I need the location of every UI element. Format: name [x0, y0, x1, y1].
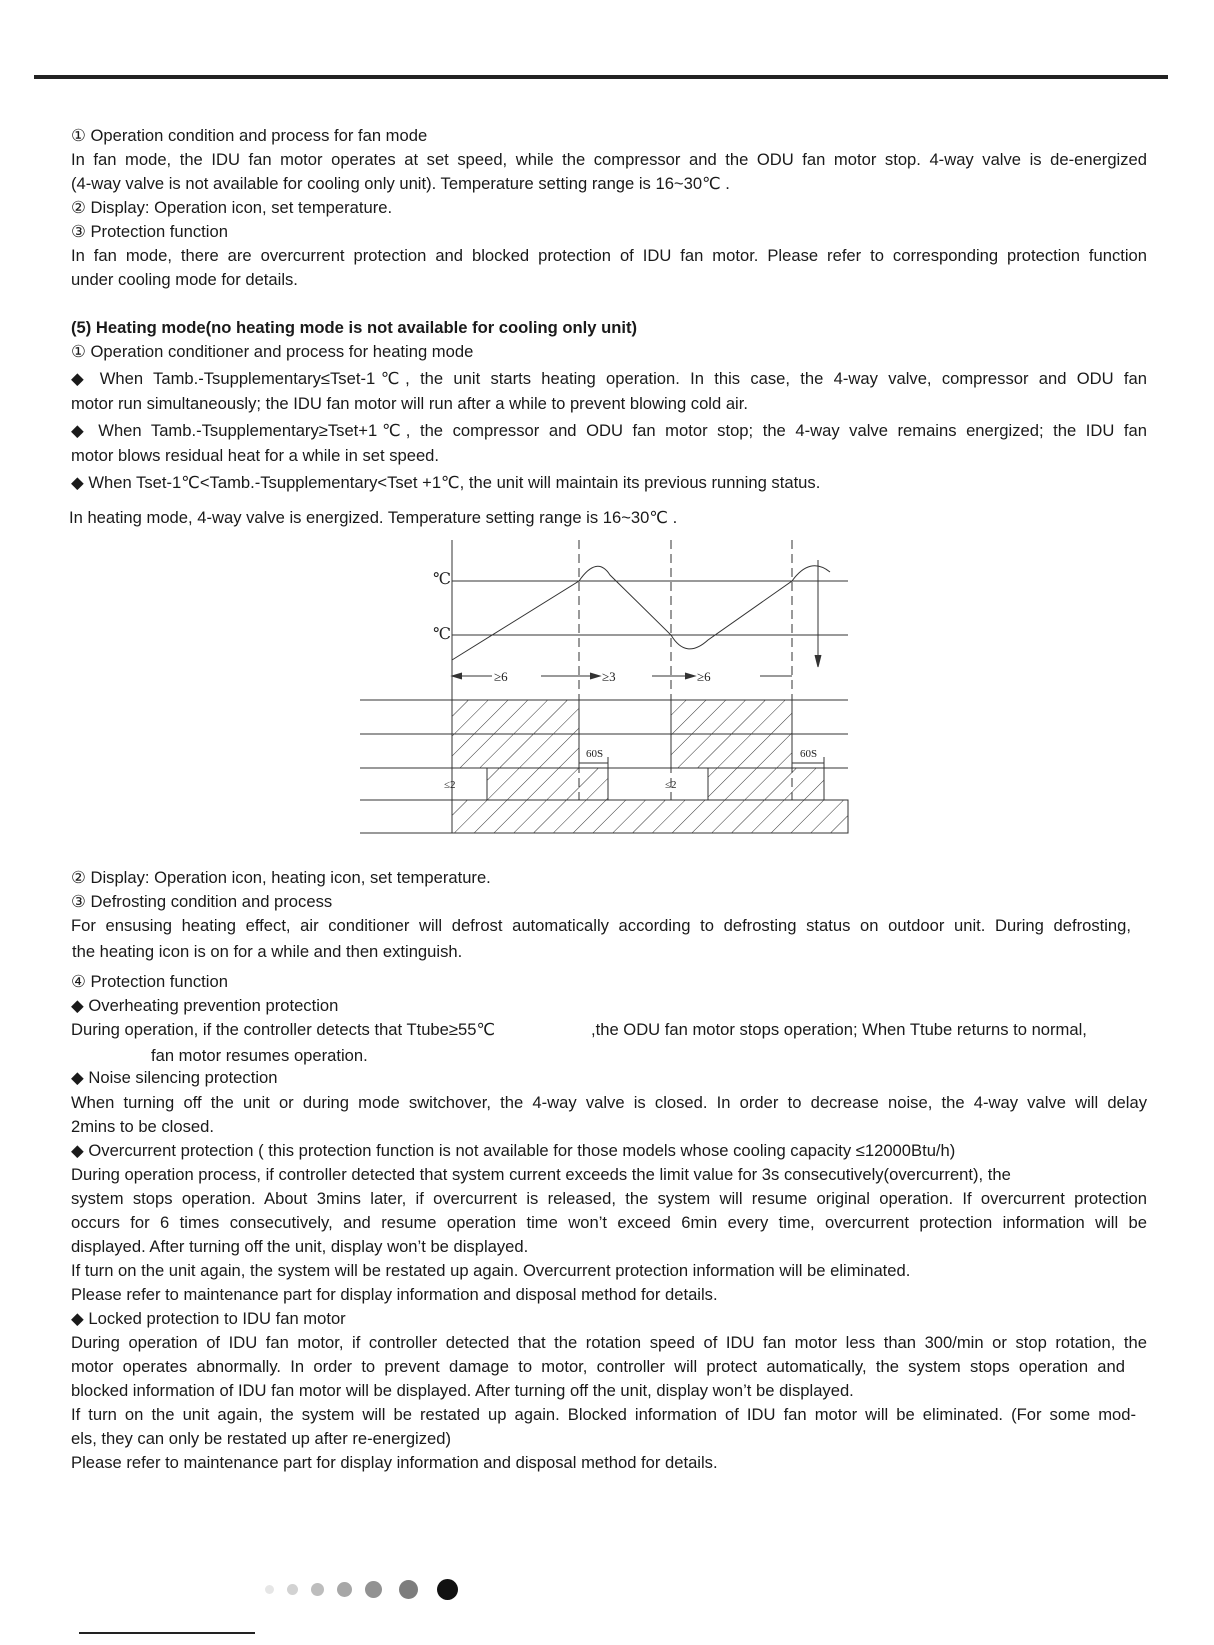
noise-paragraph: 2mins to be closed.: [71, 1117, 214, 1136]
page-dot: [265, 1585, 274, 1594]
fan-mode-paragraph: In fan mode, the IDU fan motor operates at set speed, while the compressor and the ODU fan motor stop. 4-way valve is de-energized: [71, 150, 1147, 169]
footer-rule: [79, 1632, 255, 1634]
temperature-curve: [452, 566, 830, 660]
page-dot: [399, 1580, 418, 1599]
lower-temp-unit: ℃: [433, 626, 451, 643]
fan-protection-paragraph: In fan mode, there are overcurrent protection and blocked protection of IDU fan motor. Please refer to corresponding protection function: [71, 246, 1147, 265]
protection-heading: ④ Protection function: [71, 972, 228, 991]
lead-label: ≤2: [665, 779, 677, 791]
defrost-heading: ③ Defrosting condition and process: [71, 892, 333, 911]
odu-fan-on-block: [452, 734, 579, 768]
overcurrent-paragraph: During operation process, if controller detected that system current exceeds the limit value for 3s consecutively(overcurrent), the: [71, 1165, 1011, 1184]
heating-bullet-continued: motor run simultaneously; the IDU fan motor will run after a while to prevent blowing cold air.: [71, 394, 748, 413]
fan-mode-display: ② Display: Operation icon, set temperature.: [71, 198, 393, 217]
page-dot: [337, 1582, 352, 1597]
interval-label: ≥3: [602, 669, 616, 684]
heating-bullet: ◆ When Tamb.-Tsupplementary≤Tset-1℃, the unit starts heating operation. In this case, the 4-way valve, compressor and ODU fan: [71, 369, 1147, 388]
delay-label: 60S: [586, 748, 604, 760]
hysteresis-arrowhead: [815, 655, 821, 667]
page-dot: [437, 1579, 458, 1600]
noise-heading: ◆ Noise silencing protection: [71, 1068, 278, 1087]
overheating-paragraph: ,the ODU fan motor stops operation; When Ttube returns to normal,: [591, 1020, 1087, 1039]
compressor-on-block: [671, 700, 792, 734]
idu-fan-on-block: [708, 768, 824, 800]
page-dot: [287, 1584, 298, 1595]
page-dot: [365, 1581, 382, 1598]
heating-bullet: ◆ When Tset-1℃<Tamb.-Tsupplementary<Tset +1℃, the unit will maintain its previous running status.: [71, 473, 821, 492]
overheating-paragraph: fan motor resumes operation.: [151, 1046, 368, 1065]
defrost-paragraph: the heating icon is on for a while and then extinguish.: [72, 942, 463, 961]
overcurrent-paragraph: occurs for 6 times consecutively, and resume operation time won’t exceed 6min every time, overcurrent protection information will be: [71, 1213, 1147, 1232]
heating-bullet: ◆ When Tamb.-Tsupplementary≥Tset+1℃, the compressor and ODU fan motor stop; the 4-way valve remains energized; the IDU fan: [71, 421, 1147, 440]
locked-paragraph: If turn on the unit again, the system will be restated up again. Blocked information of IDU fan motor will be eliminated. (For some mod-: [71, 1405, 1136, 1424]
compressor-on-block: [452, 700, 579, 734]
locked-paragraph: motor operates abnormally. In order to prevent damage to motor, controller will protect automatically, the system stops operation and: [71, 1357, 1125, 1376]
interval-label: ≥6: [697, 669, 711, 684]
fan-protection-heading: ③ Protection function: [71, 222, 228, 241]
heating-mode-title: (5) Heating mode(no heating mode is not available for cooling only unit): [71, 318, 638, 337]
overheating-paragraph: During operation, if the controller detects that Ttube≥55℃: [71, 1020, 496, 1039]
overheating-heading: ◆ Overheating prevention protection: [71, 996, 339, 1015]
overcurrent-heading: ◆ Overcurrent protection ( this protection function is not available for those models whose cooling capacity ≤12000Btu/h): [71, 1141, 956, 1160]
overcurrent-paragraph: displayed. After turning off the unit, display won’t be displayed.: [71, 1237, 529, 1256]
fan-mode-heading: ① Operation condition and process for fan mode: [71, 126, 428, 145]
locked-heading: ◆ Locked protection to IDU fan motor: [71, 1309, 346, 1328]
fan-protection-paragraph: under cooling mode for details.: [71, 270, 298, 289]
noise-paragraph: When turning off the unit or during mode switchover, the 4-way valve is closed. In order to decrease noise, the 4-way valve will delay: [71, 1093, 1147, 1112]
overcurrent-paragraph: system stops operation. About 3mins later, if overcurrent is released, the system will resume original operation. If overcurrent protection: [71, 1189, 1147, 1208]
idu-fan-on-block: [487, 768, 608, 800]
heating-range-text: In heating mode, 4-way valve is energized. Temperature setting range is 16~30℃ .: [69, 508, 678, 527]
locked-paragraph: During operation of IDU fan motor, if controller detected that the rotation speed of IDU fan motor less than 300/min or stop rotation, the: [71, 1333, 1147, 1352]
defrost-paragraph: For ensusing heating effect, air conditioner will defrost automatically according to defrosting status on outdoor unit. During defrosting,: [71, 916, 1131, 935]
heating-condition-heading: ① Operation conditioner and process for heating mode: [71, 342, 474, 361]
overcurrent-paragraph: If turn on the unit again, the system will be restated up again. Overcurrent protection information will be eliminated.: [71, 1261, 911, 1280]
four-way-valve-on-block: [452, 800, 848, 833]
locked-paragraph: blocked information of IDU fan motor will be displayed. After turning off the unit, display won’t be displayed.: [71, 1381, 854, 1400]
locked-paragraph: Please refer to maintenance part for display information and disposal method for details.: [71, 1453, 718, 1472]
interval-label: ≥6: [494, 669, 508, 684]
heating-display: ② Display: Operation icon, heating icon, set temperature.: [71, 868, 491, 887]
heating-bullet-continued: motor blows residual heat for a while in set speed.: [71, 446, 440, 465]
overcurrent-paragraph: Please refer to maintenance part for display information and disposal method for details.: [71, 1285, 718, 1304]
odu-fan-on-block: [671, 734, 792, 768]
fan-mode-paragraph: (4-way valve is not available for cooling only unit). Temperature setting range is 16~30℃ .: [71, 174, 730, 193]
lead-label: ≤2: [444, 779, 456, 791]
page-dot: [311, 1583, 324, 1596]
locked-paragraph: els, they can only be restated up after re-energized): [71, 1429, 452, 1448]
delay-label: 60S: [800, 748, 818, 760]
upper-temp-unit: ℃: [433, 571, 451, 588]
